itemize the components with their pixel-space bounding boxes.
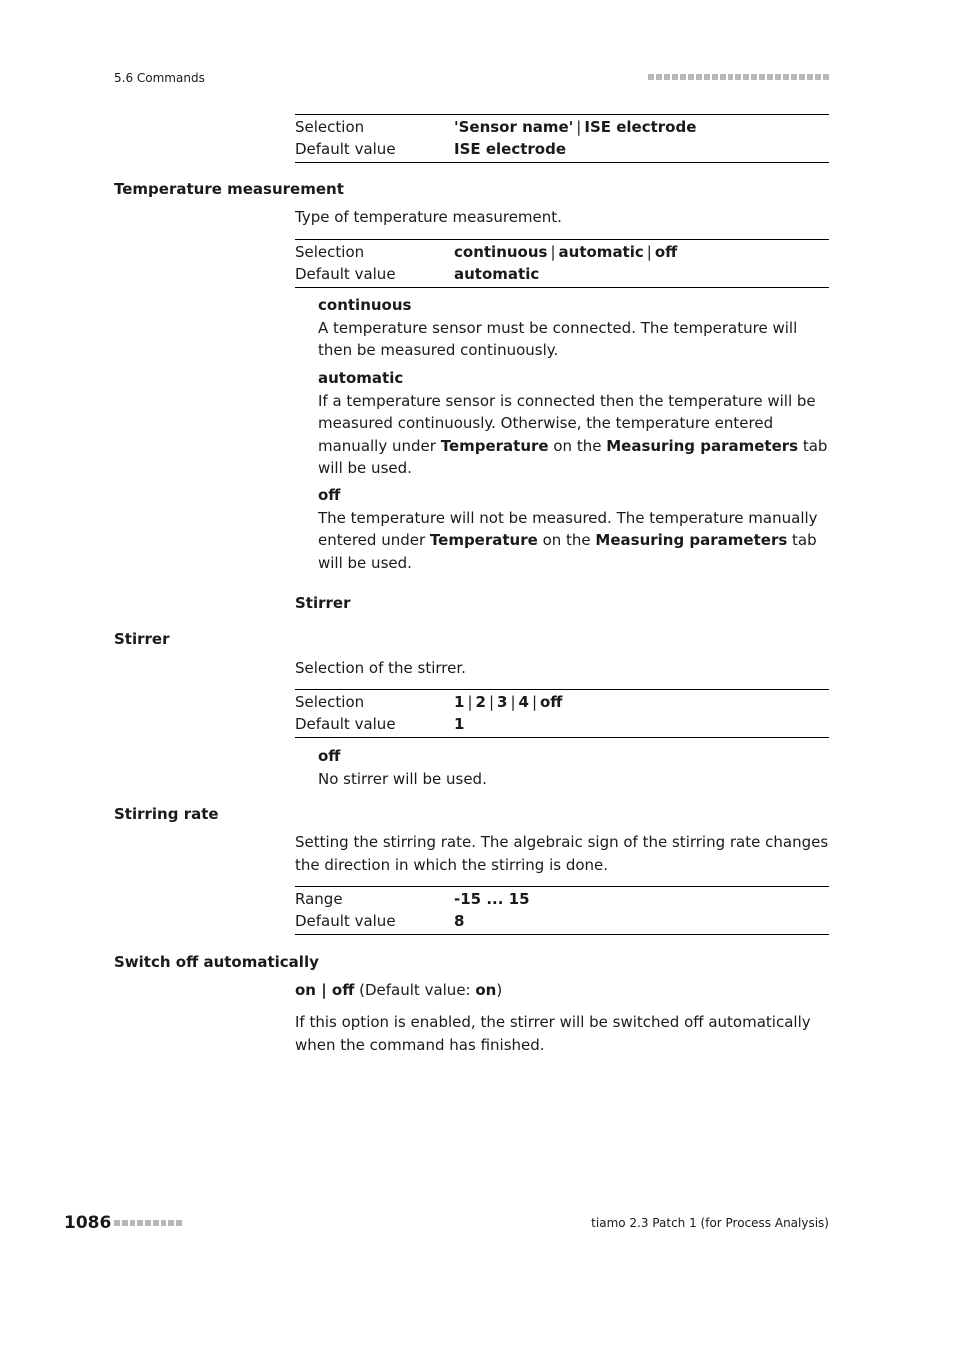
value-option: ISE electrode	[584, 118, 697, 136]
table-row	[295, 263, 829, 285]
option-text: No stirrer will be used.	[318, 769, 487, 788]
temperature-parameter-table	[295, 239, 829, 288]
header-dot-decoration	[648, 73, 829, 82]
option-text: A temperature sensor must be connected. The temperature will then be measured continuously.	[318, 318, 798, 359]
ui-term-measuring-parameters: Measuring parameters	[595, 531, 788, 549]
table-key: Selection	[295, 693, 365, 711]
section-title-temperature-measurement: Temperature measurement	[114, 180, 344, 198]
value-option: continuous	[454, 243, 548, 261]
page-number: 1086	[64, 1213, 112, 1233]
stirring-rate-description: Setting the stirring rate. The algebraic sign of the stirring rate changes the direction in which the stirring is done.	[295, 833, 829, 874]
option-continuous	[318, 294, 830, 362]
section-title-switch-off: Switch off automatically	[114, 953, 319, 971]
option-automatic	[318, 367, 830, 480]
ui-term-measuring-parameters: Measuring parameters	[606, 436, 799, 455]
section-title-stirring-rate: Stirring rate	[114, 805, 219, 823]
table-key: Range	[295, 890, 343, 908]
table-row	[295, 888, 829, 910]
option-term: automatic	[318, 369, 404, 387]
ui-term-temperature: Temperature	[429, 531, 538, 549]
value-option: automatic	[558, 243, 644, 261]
table-key: Default value	[295, 715, 396, 733]
value-option: 1	[454, 693, 465, 711]
table-value: 'Sensor name' | ISE electrode	[454, 118, 697, 136]
stirrer-description: Selection of the stirrer.	[295, 659, 466, 677]
table-key: Selection	[295, 243, 365, 261]
temperature-description: Type of temperature measurement.	[295, 208, 562, 226]
table-key: Default value	[295, 265, 396, 283]
table-key: Selection	[295, 118, 365, 136]
table-value: 1 | 2 | 3 | 4 | off	[454, 693, 563, 711]
table-row	[295, 713, 829, 735]
footer-product-name: tiamo 2.3 Patch 1 (for Process Analysis)	[591, 1216, 829, 1230]
option-term: off	[318, 486, 341, 504]
table-key: Default value	[295, 912, 396, 930]
table-value: ISE electrode	[454, 140, 567, 158]
value-option: 'Sensor name'	[454, 118, 574, 136]
option-off	[318, 484, 830, 574]
table-key: Default value	[295, 140, 396, 158]
value-option: off	[540, 693, 563, 711]
value-option: 4	[518, 693, 529, 711]
table-row	[295, 691, 829, 713]
table-value: -15 ... 15	[454, 890, 530, 908]
table-row	[295, 241, 829, 263]
value-option: 3	[497, 693, 508, 711]
footer-dot-decoration	[114, 1219, 182, 1228]
table-value: 8	[454, 912, 465, 930]
stirring-rate-parameter-table	[295, 886, 829, 935]
stirrer-parameter-table	[295, 689, 829, 738]
value-option: 2	[475, 693, 486, 711]
option-text: If a temperature sensor is connected then the temperature will be measured continuously. Otherwise, the temperature entered manually under Temperature on the Measuring parameters tab will be used.	[318, 391, 828, 477]
switch-off-description: If this option is enabled, the stirrer will be switched off automatically when the command has finished.	[295, 1013, 811, 1054]
option-term: off	[318, 747, 341, 765]
option-stirrer-off	[318, 745, 830, 790]
ui-term-temperature: Temperature	[440, 436, 549, 455]
section-title-stirrer: Stirrer	[114, 630, 170, 648]
option-choices: on | off	[295, 981, 355, 999]
running-header-section: 5.6 Commands	[114, 71, 205, 85]
default-value: on	[475, 981, 497, 999]
switch-off-options-line: on | off (Default value: on)	[295, 981, 503, 999]
table-row	[295, 138, 829, 160]
table-value: continuous | automatic | off	[454, 243, 678, 261]
option-text: The temperature will not be measured. The temperature manually entered under Temperature on the Measuring parameters tab will be used.	[318, 508, 818, 572]
group-title-stirrer: Stirrer	[295, 594, 351, 612]
sensor-parameter-table	[295, 114, 829, 163]
table-value: 1	[454, 715, 465, 733]
value-option: off	[654, 243, 678, 261]
option-term: continuous	[318, 296, 412, 314]
table-row	[295, 910, 829, 932]
table-value: automatic	[454, 265, 540, 283]
table-row	[295, 116, 829, 138]
